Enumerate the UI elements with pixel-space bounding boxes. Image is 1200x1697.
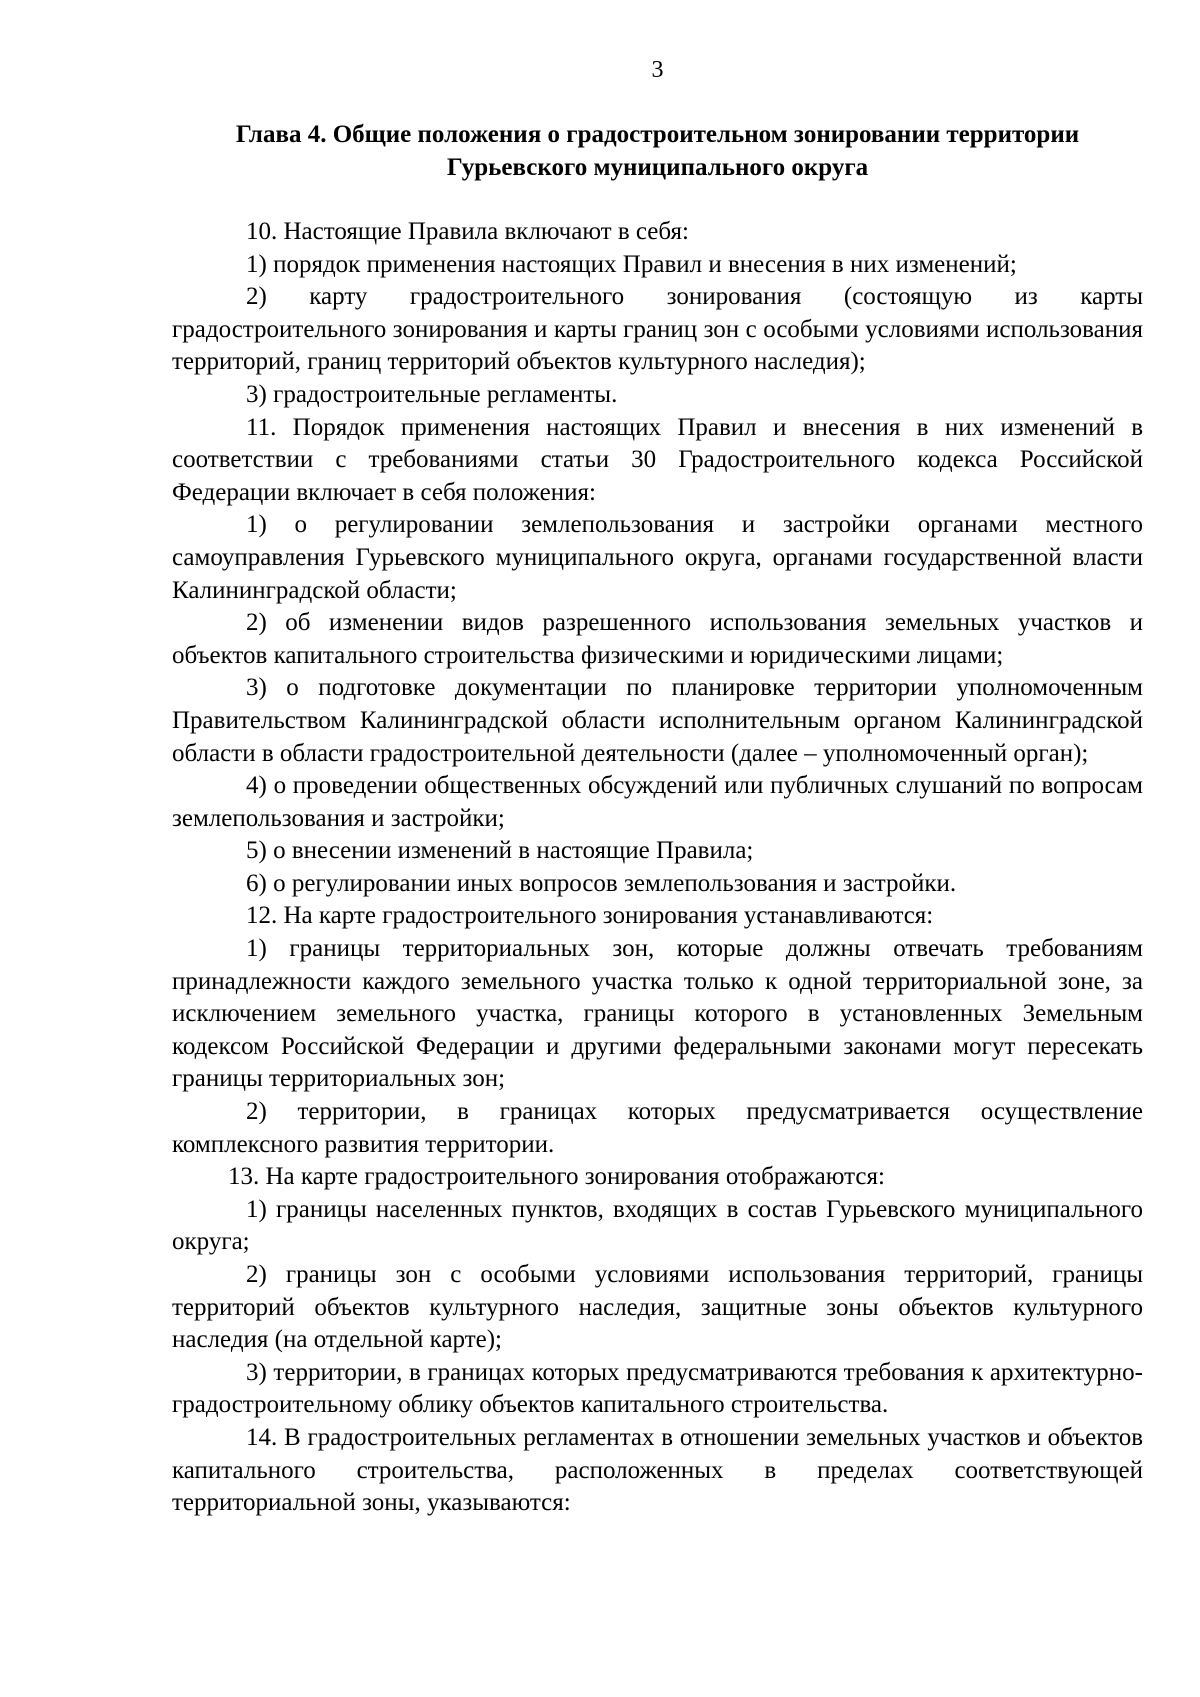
chapter-title-line-2: Гурьевского муниципального округа xyxy=(446,154,869,181)
paragraph-13-item-2: 2) границы зон с особыми условиями использования территорий, границы территорий объектов культурного наследия, защитные зоны объектов культурного наследия (на отдельной карте); xyxy=(172,1261,1143,1354)
chapter-title xyxy=(172,118,1143,184)
paragraph-13-item-1: 1) границы населенных пунктов, входящих в состав Гурьевского муниципального округа; xyxy=(172,1195,1143,1256)
paragraph-10-item-1: 1) порядок применения настоящих Правил и внесения в них изменений; xyxy=(246,250,1017,278)
paragraph-11-item-6: 6) о регулировании иных вопросов землепользования и застройки. xyxy=(246,869,957,897)
paragraph-11-item-1: 1) о регулировании землепользования и застройки органами местного самоуправления Гурьевского муниципального округа, органами государственной власти Калининградской области; xyxy=(172,511,1143,604)
paragraph-13-item-3: 3) территории, в границах которых предусматриваются требования к архитектурно-градостроительному облику объектов капитального строительства. xyxy=(172,1358,1143,1419)
paragraph-11-item-2: 2) об изменении видов разрешенного использования земельных участков и объектов капитального строительства физическими и юридическими лицами; xyxy=(172,609,1143,669)
paragraph-11-item-5: 5) о внесении изменений в настоящие Правила; xyxy=(246,837,754,865)
paragraph-10-item-2: 2) карту градостроительного зонирования (состоящую из карты градостроительного зонирования и карты границ зон с особыми условиями использования территорий, границ территорий объектов культурного наследия); xyxy=(172,283,1143,376)
paragraph-10: 10. Настоящие Правила включают в себя: xyxy=(246,218,689,245)
paragraph-11: 11. Порядок применения настоящих Правил и внесения в них изменений в соответствии с требованиями статьи 30 Градостроительного кодекса Российской Федерации включает в себя положения: xyxy=(172,413,1143,506)
paragraph-11-item-3: 3) о подготовке документации по планировке территории уполномоченным Правительством Калининградской области исполнительным органом Калининградской области в области градостроительной деятельности (далее – уполномоченный орган); xyxy=(172,674,1143,767)
page-number: 3 xyxy=(651,57,664,83)
paragraph-10-item-3: 3) градостроительные регламенты. xyxy=(246,380,618,408)
chapter-title-line-1: Глава 4. Общие положения о градостроительном зонировании территории xyxy=(235,121,1080,148)
paragraph-12-item-1: 1) границы территориальных зон, которые должны отвечать требованиям принадлежности каждого земельного участка только к одной территориальной зоне, за исключением земельного участка, границы которого в установленных Земельным кодексом Российской Федерации и другими федеральными законами могут пересекать границы территориальных зон; xyxy=(172,935,1143,1093)
paragraph-12: 12. На карте градостроительного зонирования устанавливаются: xyxy=(246,902,934,930)
paragraph-12-item-2: 2) территории, в границах которых предусматривается осуществление комплексного развития территории. xyxy=(172,1098,1143,1158)
paragraph-11-item-4: 4) о проведении общественных обсуждений или публичных слушаний по вопросам землепользования и застройки; xyxy=(172,772,1143,832)
paragraph-14: 14. В градостроительных регламентах в отношении земельных участков и объектов капитального строительства, расположенных в пределах соответствующей территориальной зоны, указываются: xyxy=(172,1423,1143,1517)
paragraph-13: 13. На карте градостроительного зонирования отображаются: xyxy=(228,1163,885,1191)
document-body xyxy=(172,216,1143,1520)
